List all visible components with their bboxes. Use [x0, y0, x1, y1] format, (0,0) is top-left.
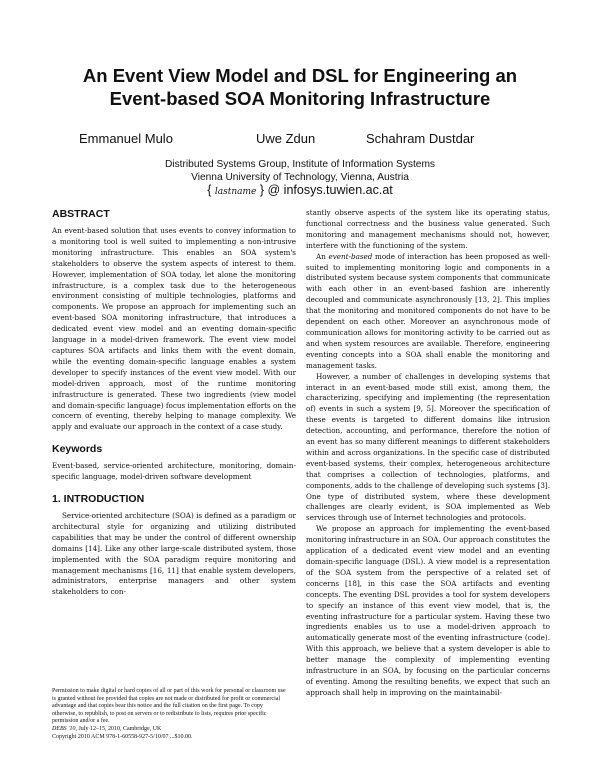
- introduction-heading: 1. INTRODUCTION: [52, 493, 145, 506]
- email-brace-close: }: [256, 183, 265, 197]
- email-brace-open: {: [207, 183, 215, 197]
- affiliation-line-1: Distributed Systems Group, Institute of Information Systems: [164, 159, 436, 170]
- paper-title: [40, 64, 560, 110]
- copyright-line: Copyright 2010 ACM 978-1-60558-927-5/10/07 ...$10.00.: [52, 733, 193, 740]
- intro-p2-emphasis: event-based: [328, 251, 373, 261]
- intro-paragraph-1-continued: stantly observe aspects of the system like its operating status, functional correctness and the business value generated. Such monitoring and management mechanisms should not, however, interfere with the functioning of the system.: [306, 208, 550, 250]
- intro-p2-prefix: An: [316, 251, 329, 261]
- permission-footnote: [52, 688, 288, 741]
- affiliation: [40, 159, 560, 199]
- keywords-heading: Keywords: [52, 443, 103, 456]
- email-domain: @ infosys.tuwien.ac.at: [264, 183, 393, 197]
- permission-text: Permission to make digital or hard copies of all or part of this work for personal or classroom use is granted without fee provided that copies are not made or distributed for profit or commercial advantage and that copies bear this notice and the full citation on the first page. To copy otherwise, to republish, to post on servers or to redistribute to lists, requires prior specific permission and/or a fee.: [52, 688, 286, 725]
- title-line-1: An Event View Model and DSL for Engineering an: [82, 65, 518, 86]
- title-line-2: Event-based SOA Monitoring Infrastructure: [109, 88, 491, 109]
- intro-paragraph-2: [306, 252, 550, 372]
- author-3: Schahram Dustdar: [366, 131, 475, 146]
- right-column: [306, 208, 550, 699]
- affiliation-line-2: Vienna University of Technology, Vienna, Austria: [191, 171, 409, 183]
- conference-line: [52, 726, 288, 734]
- abstract-heading: ABSTRACT: [52, 208, 110, 220]
- keywords-text: Event-based, service-oriented architecture, monitoring, domain-specific language, model-driven software development: [52, 461, 296, 482]
- author-2: Uwe Zdun: [256, 131, 316, 146]
- email-name: lastname: [214, 187, 257, 197]
- intro-paragraph-1: Service-oriented architecture (SOA) is defined as a paradigm or architectural style for organizing and utilizing distributed capabilities that may be under the control of different ownership domains [14]. Like any other large-scale distributed system, those implemented with the SOA paradigm require monitoring and management mechanisms [16, 11] that enable system developers, administrators, enterprise managers and other system stakeholders to con-: [52, 511, 296, 597]
- intro-p2-body: mode of interaction has been proposed as well-suited to implementing monitoring logic and components in a distributed system because system components that communicate with each other in an event-based fashion are inherently decoupled and communicate asynchronously [13, 2]. This implies that the monitoring and monitored components do not have to be dependent on each other. Moreover an asynchronous mode of communication allows for monitoring activity to be carried out as and when system resources are available. Therefore, engineering eventing concepts into a SOA shall enable the monitoring and management tasks.: [306, 251, 550, 370]
- left-column: [52, 208, 296, 598]
- conference-name: DEBS '10,: [52, 725, 77, 732]
- author-1: Emmanuel Mulo: [79, 131, 173, 146]
- intro-paragraph-4: We propose an approach for implementing the event-based monitoring infrastructure in an SOA. Our approach constitutes the application of a dedicated event view model and an eventing domain-specific language (DSL). A view model is a representation of the SOA system from the perspective of a related set of concerns [18], in this case the SOA artifacts and eventing concepts. The eventing DSL provides a tool for system developers to specify an instance of this event view model, that is, the eventing infrastructure for a particular system. Having these two ingredients enables us to use a model-driven approach to automatically generate most of the eventing infrastructure (code). With this approach, we believe that a system developer is able to better manage the complexity of implementing eventing infrastructure in an SOA, by focusing on the particular concerns of eventing. Among the resulting benefits, we expect that such an approach shall help in improving on the maintainabil-: [306, 524, 550, 697]
- abstract-text: An event-based solution that uses events to convey information to a monitoring tool is well suited to implementing a non-intrusive monitoring infrastructure. This enables an SOA system's stakeholders to observe the system aspects of interest to them. However, implementation of SOA today, let alone the monitoring infrastructure, is a complex task due to the heterogeneous environment consisting of multiple technologies, platforms and components. We propose an approach for implementing such an event-based SOA monitoring infrastructure, that introduces a dedicated event view model and an eventing domain-specific language in a model-driven framework. The event view model captures SOA artifacts and links them with the event domain, while the eventing domain-specific language enables a system developer to specify instances of the event view model. With our model-driven approach, most of the runtime monitoring infrastructure is generated. These two ingredients (view model and domain-specific language) focus implementation efforts on the concern of eventing, thereby helping to manage complexity. We apply and evaluate our approach in the context of a case study.: [52, 226, 297, 432]
- email-line: [40, 184, 560, 199]
- conference-details: July 12–15, 2010, Cambridge, UK: [76, 725, 162, 732]
- intro-paragraph-3: However, a number of challenges in developing systems that interact in an event-based mode still exist, among them, the characterizing, specifying and implementing (the representation of) events in such a system [9, 5]. Moreover the specification of these events is targeted to different domains like intrusion detection, accounting, and performance, therefore the notion of an event has so many different meanings to different stakeholders within and across organizations. In the specific case of distributed event-based systems, their complex, heterogeneous architecture that comprises a collection of technologies, platforms, and components, adds to the challenge of developing such systems [3]. One type of distributed system, where these development challenges are clearly evident, is SOA implemented as Web services through use of Internet technologies and protocols.: [306, 371, 550, 523]
